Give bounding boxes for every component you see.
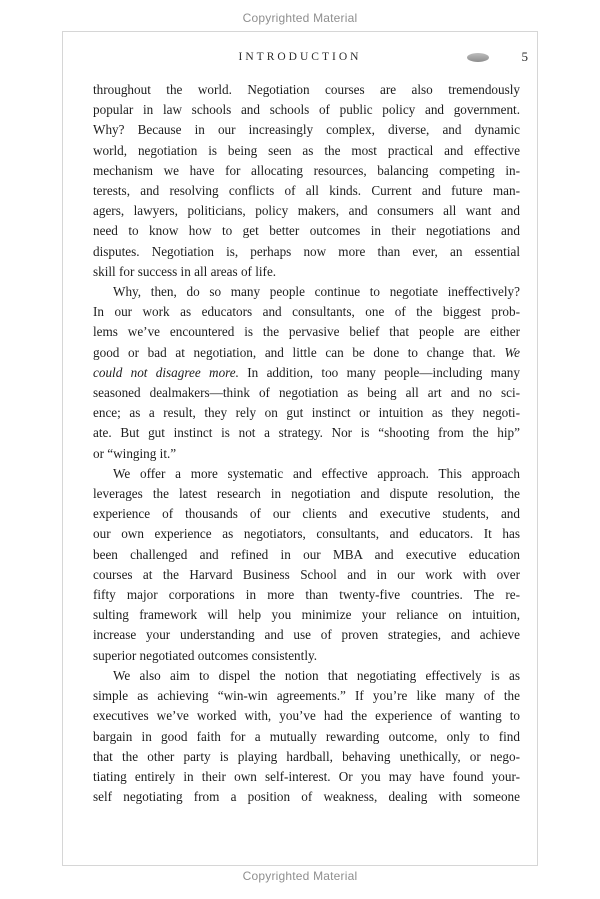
text-line: leverages the latest research in negotiation and dispute resolution, the: [93, 486, 520, 502]
chapter-title: INTRODUCTION: [238, 51, 362, 63]
text-line: popular in law schools and schools of public policy and government.: [93, 102, 520, 118]
text-line: superior negotiated outcomes consistently.: [93, 647, 318, 663]
text-line: experience of thousands of our clients and executive students, and: [93, 506, 520, 522]
text-line: sulting framework will help you minimize your reliance on intuition,: [93, 607, 520, 623]
paragraph: [93, 666, 520, 807]
text-line: tiating entirely in their own self-interest. Or you may have found your-: [93, 768, 520, 784]
paragraph: [93, 464, 520, 666]
page-body: [93, 80, 520, 807]
paragraph: [93, 282, 520, 464]
text-line: our own experience as negotiators, consultants, and educators. It has: [93, 526, 520, 542]
text-line: We also aim to dispel the notion that negotiating effectively is as: [113, 667, 520, 683]
text-line: world, negotiation is being seen as the most practical and effective: [93, 142, 520, 158]
text-line: increase your understanding and use of proven strategies, and achieve: [93, 627, 520, 643]
text-line: agers, lawyers, politicians, policy makers, and consumers all want and: [93, 203, 520, 219]
text-line: skill for success in all areas of life.: [93, 263, 277, 279]
text-line: could not disagree more. In addition, too many people—including many: [93, 364, 520, 380]
text-line: bargain in good faith for a mutually rewarding outcome, only to find: [93, 728, 520, 744]
text-line: been challenged and refined in our MBA and executive education: [93, 546, 520, 562]
page-header: [63, 49, 537, 65]
text-line: need to know how to get better outcomes in their negotiations and: [93, 223, 520, 239]
text-line: lems we’ve encountered is the pervasive belief that people are either: [93, 324, 520, 340]
paragraph: [93, 80, 520, 282]
text-line: simple as achieving “win-win agreements.” If you’re like many of the: [93, 688, 520, 704]
text-line: mechanism we have for allocating resources, balancing competing in-: [93, 162, 520, 178]
text-line: We offer a more systematic and effective approach. This approach: [113, 465, 520, 481]
copyright-watermark-bottom: Copyrighted Material: [242, 869, 358, 883]
copyright-watermark-top: Copyrighted Material: [242, 11, 358, 25]
text-line: that the other party is playing hardball, behaving unethically, or nego-: [93, 748, 520, 764]
text-line: ence; as a result, they rely on gut instinct or intuition as they negoti-: [93, 405, 520, 421]
text-line: terests, and resolving conflicts of all kinds. Current and future man-: [93, 183, 520, 199]
text-line: executives we’ve worked with, you’ve had the experience of wanting to: [93, 708, 520, 724]
text-line: ate. But gut instinct is not a strategy. Nor is “shooting from the hip”: [93, 425, 520, 441]
text-line: In our work as educators and consultants, one of the biggest prob-: [93, 304, 520, 320]
text-line: Why, then, do so many people continue to negotiate ineffectively?: [113, 284, 520, 300]
text-line: or “winging it.”: [93, 445, 177, 461]
text-line: seasoned dealmakers—think of negotiation as being all art and no sci-: [93, 385, 520, 401]
text-line: courses at the Harvard Business School and in our work with over: [93, 566, 520, 582]
ellipse-ornament-icon: [467, 53, 489, 62]
text-line: Why? Because in our increasingly complex, diverse, and dynamic: [93, 122, 520, 138]
text-line: fifty major corporations in more than twenty-five countries. The re-: [93, 587, 520, 603]
page-number: 5: [521, 49, 528, 64]
text-line: disputes. Negotiation is, perhaps now more than ever, an essential: [93, 243, 520, 259]
text-line: throughout the world. Negotiation courses are also tremendously: [93, 82, 520, 97]
page-frame: [62, 31, 538, 866]
text-line: good or bad at negotiation, and little can be done to change that. We: [93, 344, 520, 360]
text-line: self negotiating from a position of weakness, dealing with someone: [93, 789, 520, 805]
